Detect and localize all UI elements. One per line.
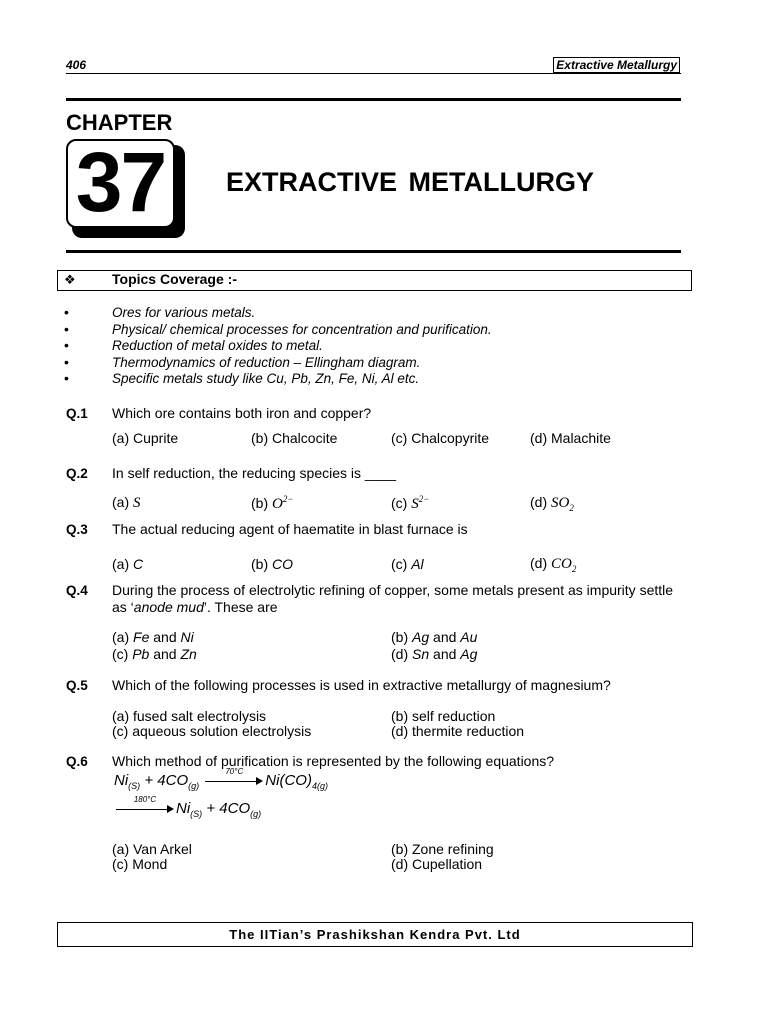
header-rule: [66, 73, 681, 74]
question-text: Which of the following processes is used in extractive metallurgy of magnesium?: [112, 677, 611, 693]
list-item: [64, 338, 684, 355]
bullet-icon: •: [64, 353, 69, 370]
chapter-label: CHAPTER: [66, 110, 173, 135]
list-item: [64, 322, 684, 339]
question-number: Q.4: [66, 583, 88, 598]
topic-text: Specific metals study like Cu, Pb, Zn, Fe, Ni, Al etc.: [112, 371, 420, 387]
chapter-top-rule: [66, 98, 681, 101]
question-number: Q.1: [66, 406, 88, 421]
bullet-icon: •: [64, 337, 69, 354]
option-b: (b) Ag and Au: [391, 629, 478, 645]
chapter-bottom-rule: [66, 250, 681, 253]
question-text: In self reduction, the reducing species is ____: [112, 465, 397, 481]
bullet-icon: •: [64, 370, 69, 387]
question-number: Q.6: [66, 754, 88, 769]
option-a: [112, 494, 141, 512]
option-a: (a) Cuprite: [112, 430, 179, 446]
option-label: (a): [112, 494, 130, 510]
option-b: [251, 494, 293, 513]
option-c: [391, 494, 429, 513]
list-item: [64, 305, 684, 322]
option-c: (c) Pb and Zn: [112, 646, 197, 662]
option-a: (a) C: [112, 556, 144, 572]
option-value: $S^{2-}$: [411, 494, 430, 512]
option-d: (d) Sn and Ag: [391, 646, 478, 662]
question-text: The actual reducing agent of haematite in blast furnace is: [112, 521, 468, 537]
option-c: (c) Chalcopyrite: [391, 430, 490, 446]
list-item: [64, 355, 684, 372]
list-item: [64, 371, 684, 388]
equation-1: $Ni_{(S)} + 4CO_{(g)}$ 70°C $Ni(CO)_{4(g)}$: [114, 767, 328, 791]
option-label: (b): [251, 495, 269, 511]
topics-list: [64, 305, 684, 388]
question-number: Q.2: [66, 466, 88, 481]
equation-2: 180°C $Ni_{(S)} + 4CO_{(g)}$: [114, 800, 261, 819]
option-d: (d) thermite reduction: [391, 723, 525, 739]
chapter-number: 37: [75, 135, 166, 229]
question-number: Q.3: [66, 522, 88, 537]
reaction-arrow-icon: 180°C: [116, 804, 174, 814]
chapter-title: EXTRACTIVE METALLURGY: [226, 167, 594, 197]
option-b: (b) CO: [251, 556, 294, 572]
option-b: (b) self reduction: [391, 708, 496, 724]
option-b: (b) Zone refining: [391, 841, 494, 857]
option-a: (a) Fe and Ni: [112, 629, 194, 645]
option-c: (c) Al: [391, 556, 424, 572]
running-title: Extractive Metallurgy: [553, 57, 680, 73]
bullet-icon: •: [64, 304, 69, 320]
question-number: Q.5: [66, 678, 88, 693]
option-a: (a) fused salt electrolysis: [112, 708, 267, 724]
page-number: 406: [66, 58, 87, 72]
option-label: (c): [391, 495, 408, 511]
option-label: (d): [530, 494, 548, 510]
option-value: $SO_2$: [551, 495, 574, 513]
option-value: $O^{2-}$: [272, 494, 294, 512]
option-b: (b) Chalcocite: [251, 430, 338, 446]
option-value: S: [133, 495, 141, 511]
option-c: (c) aqueous solution electrolysis: [112, 723, 312, 739]
topic-text: Ores for various metals.: [112, 305, 256, 320]
option-a: (a) Van Arkel: [112, 841, 192, 857]
reaction-arrow-icon: 70°C: [205, 776, 263, 786]
option-d: (d) Cupellation: [391, 856, 483, 872]
topics-heading: Topics Coverage :-: [112, 271, 237, 287]
bullet-icon: •: [64, 320, 69, 337]
option-c: (c) Mond: [112, 856, 168, 872]
option-d: (d) Malachite: [530, 430, 611, 446]
diamond-bullet-icon: ❖: [64, 272, 76, 287]
question-text: Which ore contains both iron and copper?: [112, 405, 372, 421]
topic-text: Thermodynamics of reduction – Ellingham diagram.: [112, 354, 421, 370]
question-text: During the process of electrolytic refining of copper, some metals present as impurity settle as ‘anode mud’. These are: [112, 582, 674, 615]
topic-text: Reduction of metal oxides to metal.: [112, 338, 323, 354]
option-d: [530, 494, 574, 513]
question-text: Which method of purification is represented by the following equations?: [112, 753, 555, 769]
footer-text: The IITian’s Prashikshan Kendra Pvt. Ltd: [229, 927, 521, 942]
option-d: (d) $CO_2$: [530, 555, 577, 574]
topic-text: Physical/ chemical processes for concentration and purification.: [112, 321, 492, 337]
